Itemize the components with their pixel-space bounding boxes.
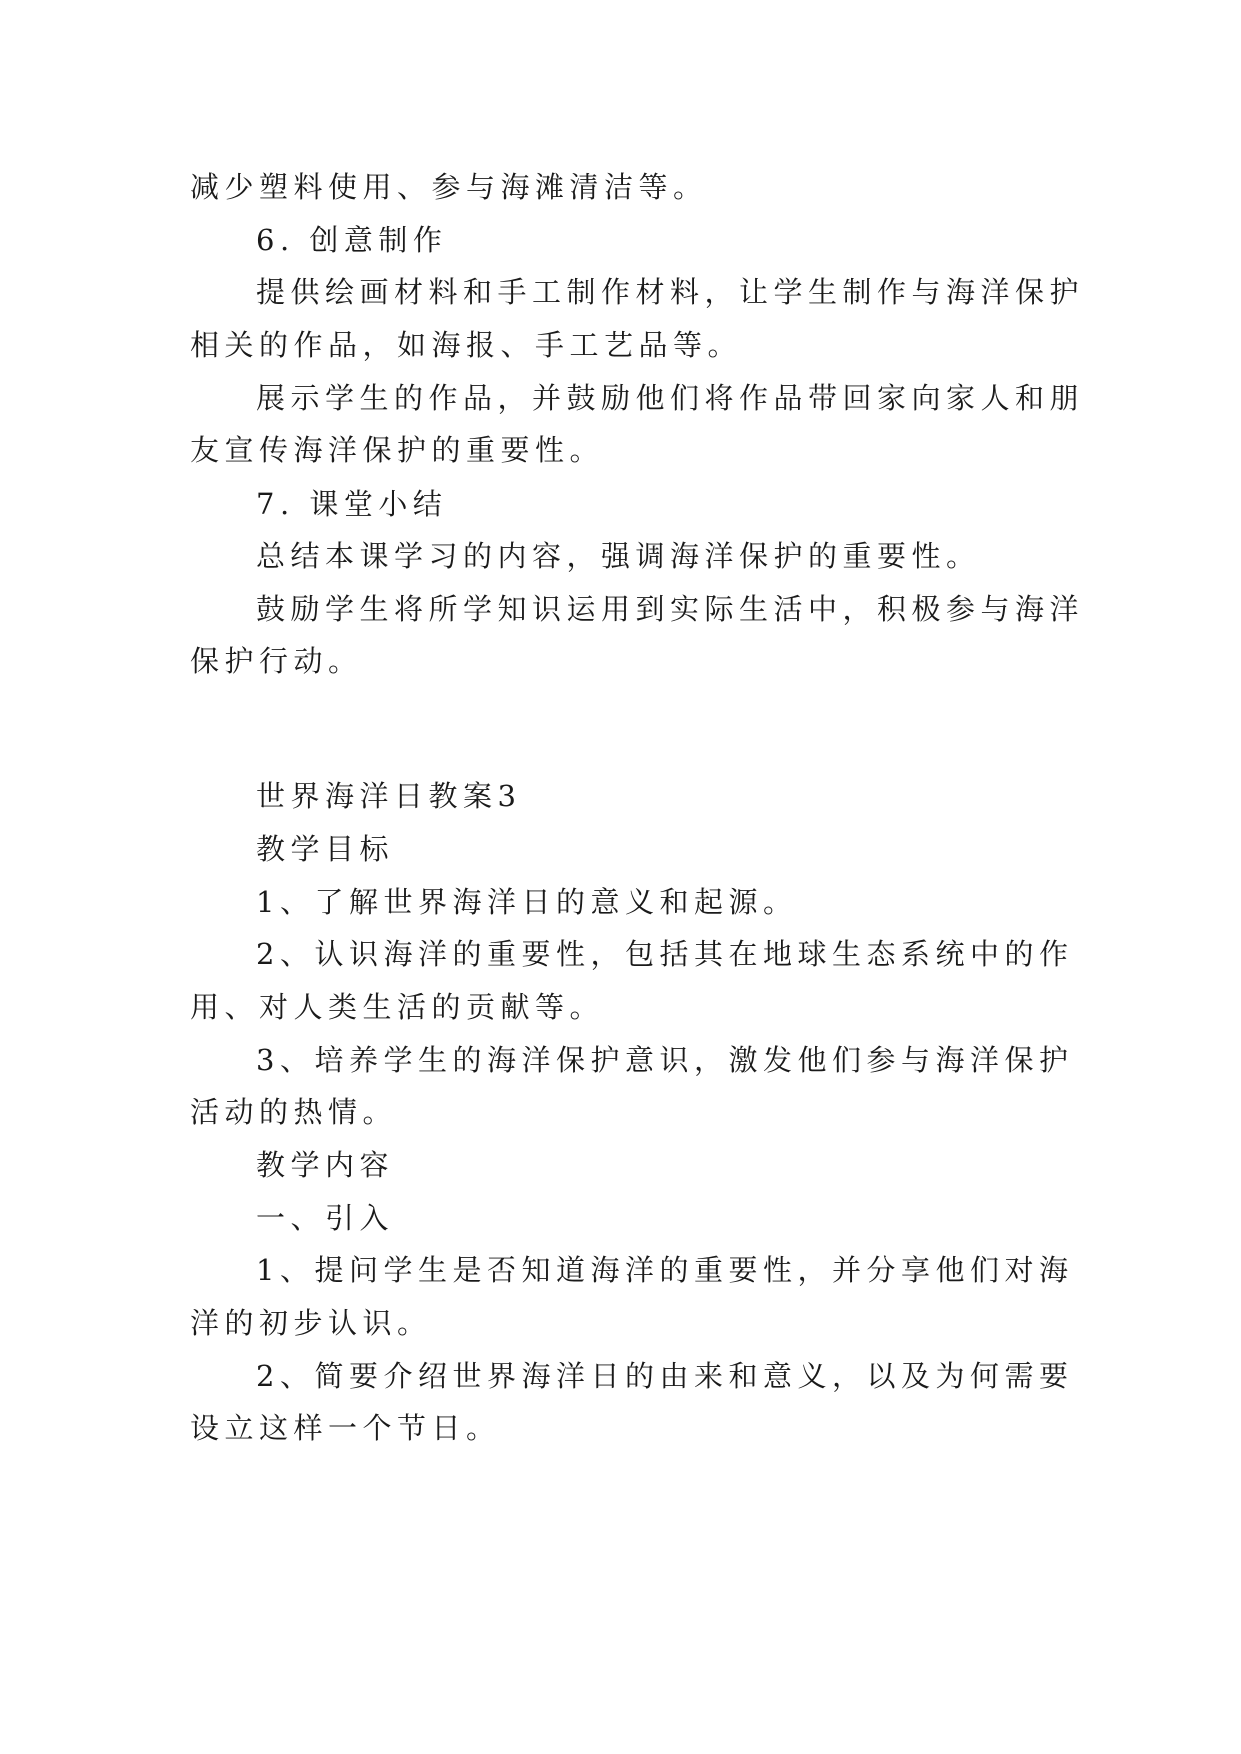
section-heading: 教学内容 <box>256 1148 395 1182</box>
body-text-line: 友宣传海洋保护的重要性。 <box>190 433 605 467</box>
body-text-line: 展示学生的作品，并鼓励他们将作品带回家向家人和朋 <box>256 381 1085 415</box>
body-text-line: 保护行动。 <box>190 644 363 678</box>
section-heading: 一、引入 <box>256 1201 395 1235</box>
body-text-line: 鼓励学生将所学知识运用到实际生活中，积极参与海洋 <box>256 592 1085 626</box>
body-text-line: 活动的热情。 <box>190 1095 398 1129</box>
body-text-line: 3、培养学生的海洋保护意识，激发他们参与海洋保护 <box>256 1043 1074 1077</box>
section-heading: 6. 创意制作 <box>256 223 448 257</box>
body-text-line: 洋的初步认识。 <box>190 1306 432 1340</box>
body-text-line: 设立这样一个节日。 <box>190 1411 501 1445</box>
body-text-line: 提供绘画材料和手工制作材料，让学生制作与海洋保护 <box>256 275 1085 309</box>
document-title: 世界海洋日教案3 <box>256 779 522 813</box>
body-text-line: 总结本课学习的内容，强调海洋保护的重要性。 <box>256 539 981 573</box>
body-text-line: 1、了解世界海洋日的意义和起源。 <box>256 885 798 919</box>
body-text-line: 用、对人类生活的贡献等。 <box>190 990 605 1024</box>
body-text-line: 1、提问学生是否知道海洋的重要性，并分享他们对海 <box>256 1253 1074 1287</box>
body-text-line: 相关的作品，如海报、手工艺品等。 <box>190 328 743 362</box>
body-text-line: 2、简要介绍世界海洋日的由来和意义，以及为何需要 <box>256 1359 1074 1393</box>
body-text-line: 2、认识海洋的重要性，包括其在地球生态系统中的作 <box>256 937 1074 971</box>
body-text-line: 减少塑料使用、参与海滩清洁等。 <box>190 170 708 204</box>
section-heading: 教学目标 <box>256 832 395 866</box>
section-heading: 7. 课堂小结 <box>256 487 448 521</box>
